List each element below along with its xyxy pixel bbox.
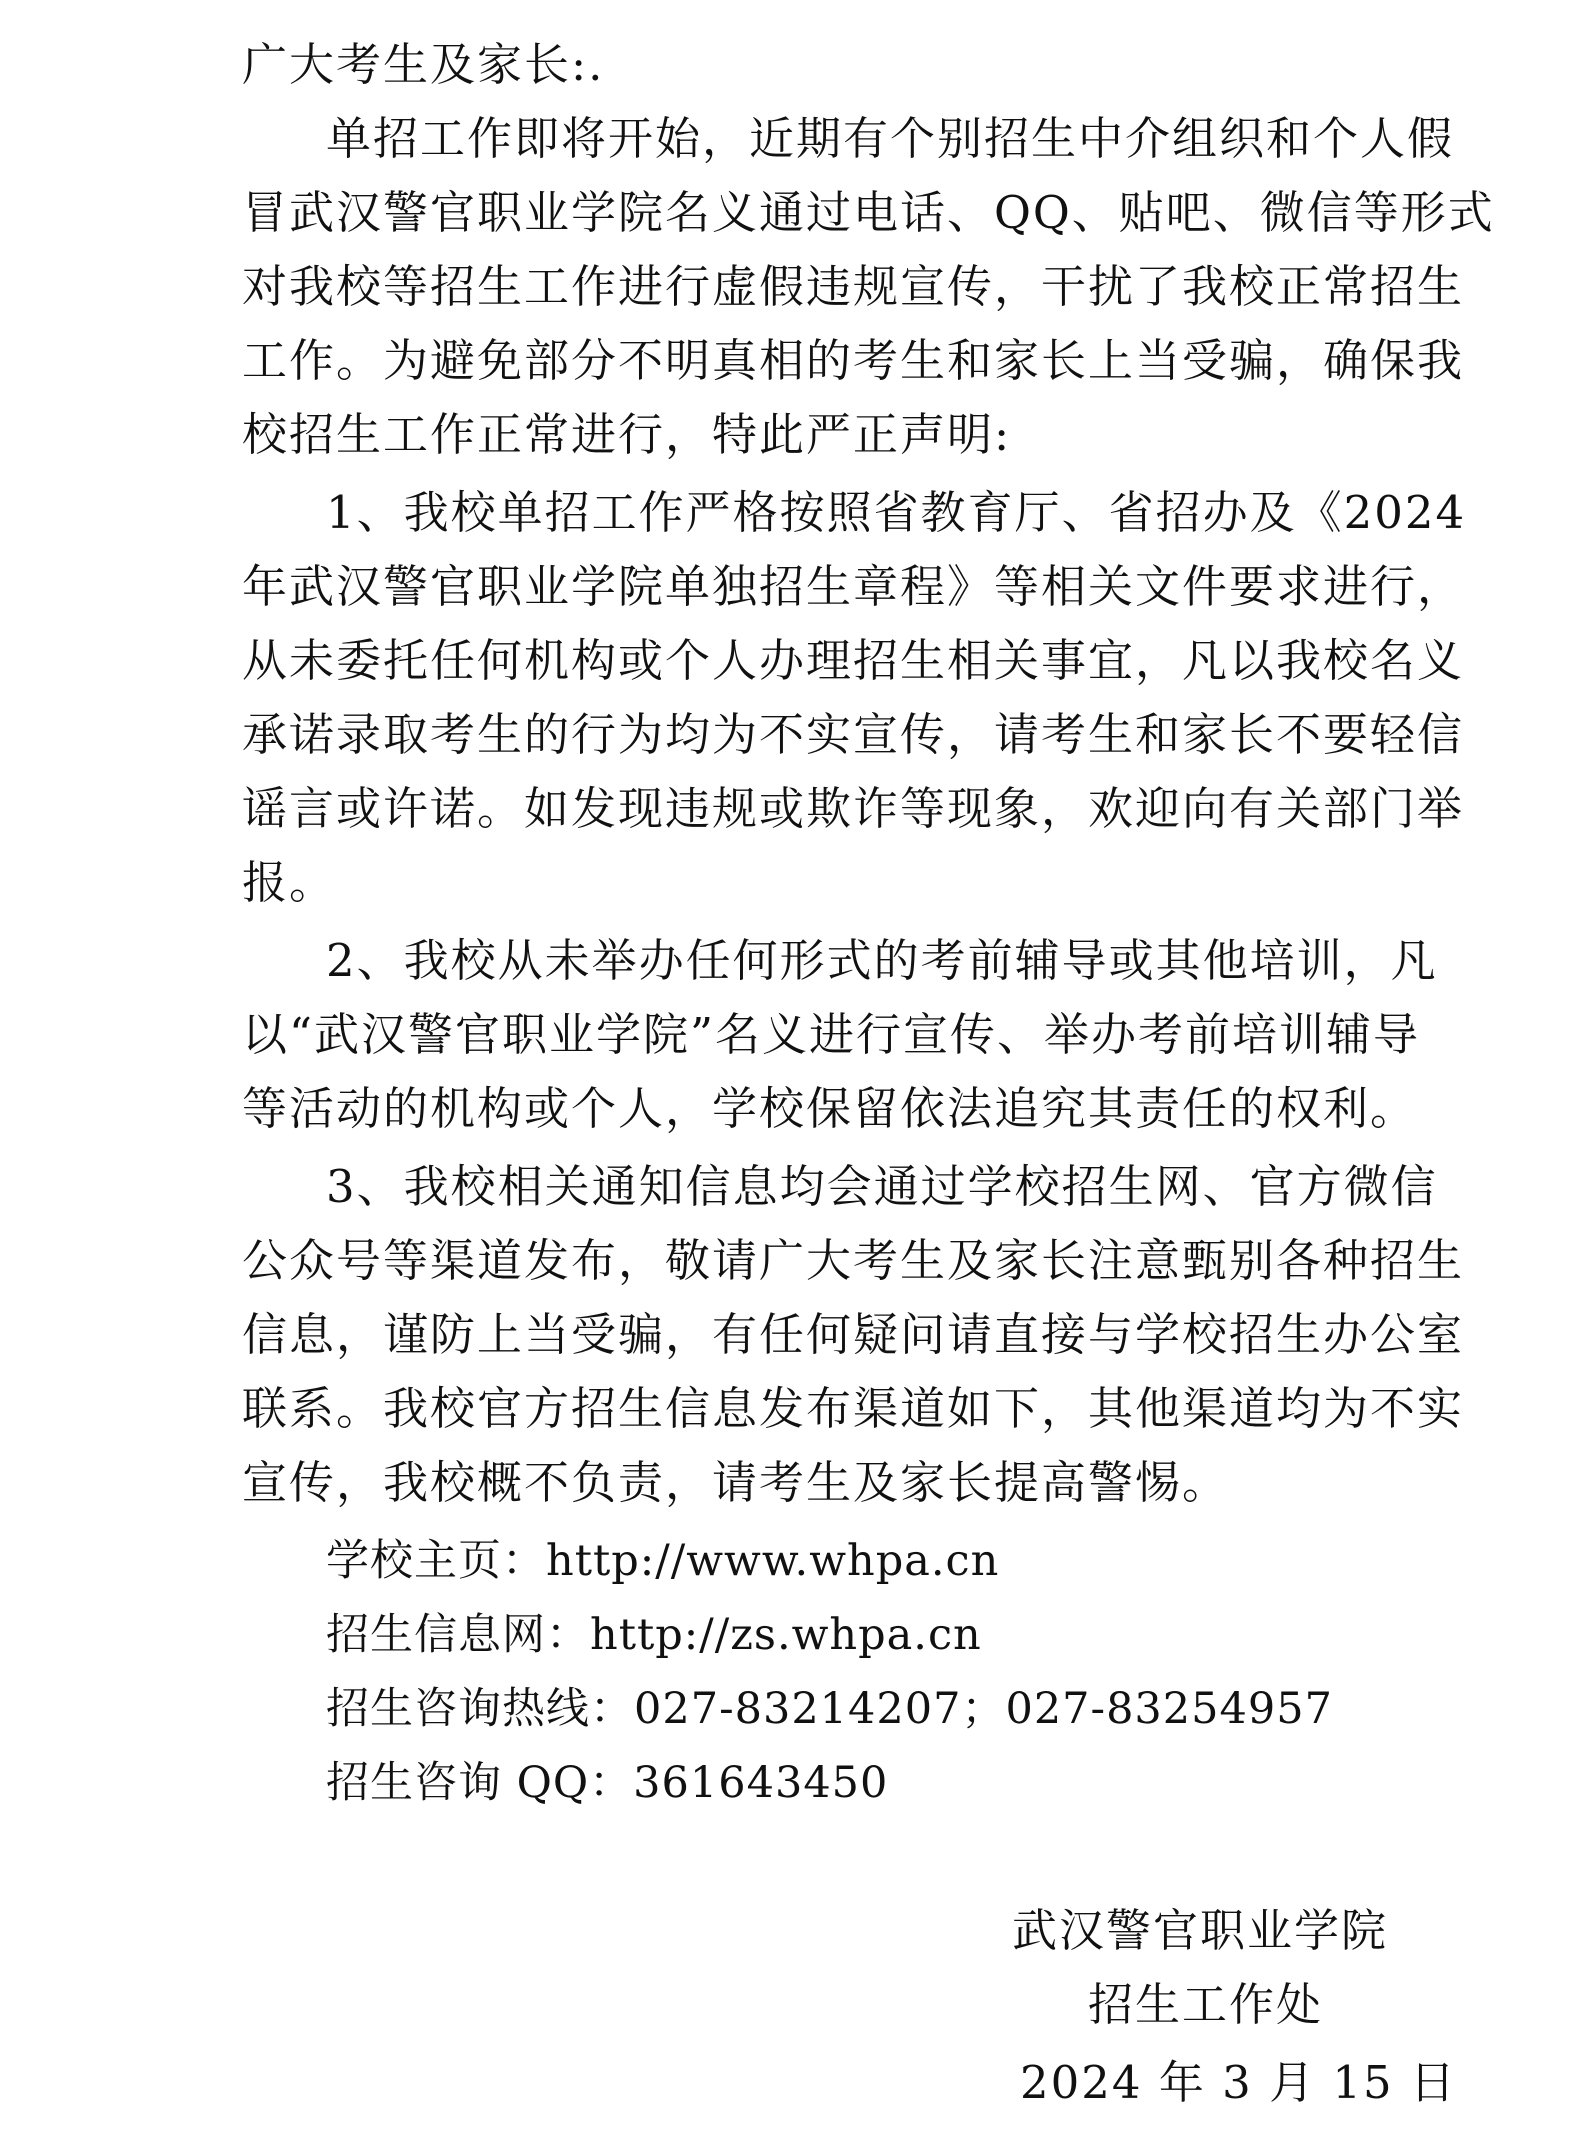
item3-line-2: 公众号等渠道发布，敬请广大考生及家长注意甄别各种招生 (242, 1234, 1465, 1287)
item1-line-4: 承诺录取考生的行为均为不实宣传，请考生和家长不要轻信 (242, 708, 1465, 761)
item1-line-3: 从未委托任何机构或个人办理招生相关事宜，凡以我校名义 (242, 634, 1465, 687)
contact-hotline: 招生咨询热线：027-83214207；027-83254957 (326, 1684, 1333, 1734)
signature-org: 武汉警官职业学院 (1012, 1904, 1389, 1957)
item1-line-5: 谣言或许诺。如发现违规或欺诈等现象，欢迎向有关部门举 (242, 782, 1465, 835)
item3-line-5: 宣传，我校概不负责，请考生及家长提高警惕。 (242, 1456, 1230, 1509)
signature-date: 2024 年 3 月 15 日 (1020, 2056, 1457, 2109)
item1-line-6: 报。 (242, 856, 337, 909)
item2-line-2: 以“武汉警官职业学院”名义进行宣传、举办考前培训辅导 (242, 1008, 1421, 1061)
signature-dept: 招生工作处 (1088, 1978, 1324, 2031)
salutation: 广大考生及家长:. (242, 38, 605, 91)
item3-line-1: 3、我校相关通知信息均会通过学校招生网、官方微信 (326, 1160, 1438, 1213)
item3-line-3: 信息，谨防上当受骗，有任何疑问请直接与学校招生办公室 (242, 1308, 1465, 1361)
intro-line-4: 工作。为避免部分不明真相的考生和家长上当受骗，确保我 (242, 334, 1465, 387)
contact-qq: 招生咨询 QQ：361643450 (326, 1758, 889, 1808)
item1-line-1: 1、我校单招工作严格按照省教育厅、省招办及《2024 (326, 486, 1467, 539)
item3-line-4: 联系。我校官方招生信息发布渠道如下，其他渠道均为不实 (242, 1382, 1465, 1435)
contact-homepage: 学校主页：http://www.whpa.cn (326, 1536, 1000, 1586)
item1-line-2: 年武汉警官职业学院单独招生章程》等相关文件要求进行， (242, 560, 1465, 613)
contact-info-site: 招生信息网：http://zs.whpa.cn (326, 1610, 982, 1660)
item2-line-3: 等活动的机构或个人，学校保留依法追究其责任的权利。 (242, 1082, 1418, 1135)
intro-line-2: 冒武汉警官职业学院名义通过电话、QQ、贴吧、微信等形式 (242, 186, 1495, 239)
item2-line-1: 2、我校从未举办任何形式的考前辅导或其他培训，凡 (326, 934, 1438, 987)
intro-line-5: 校招生工作正常进行，特此严正声明: (242, 408, 1012, 461)
intro-line-1: 单招工作即将开始，近期有个别招生中介组织和个人假 (326, 112, 1455, 165)
intro-line-3: 对我校等招生工作进行虚假违规宣传，干扰了我校正常招生 (242, 260, 1465, 313)
